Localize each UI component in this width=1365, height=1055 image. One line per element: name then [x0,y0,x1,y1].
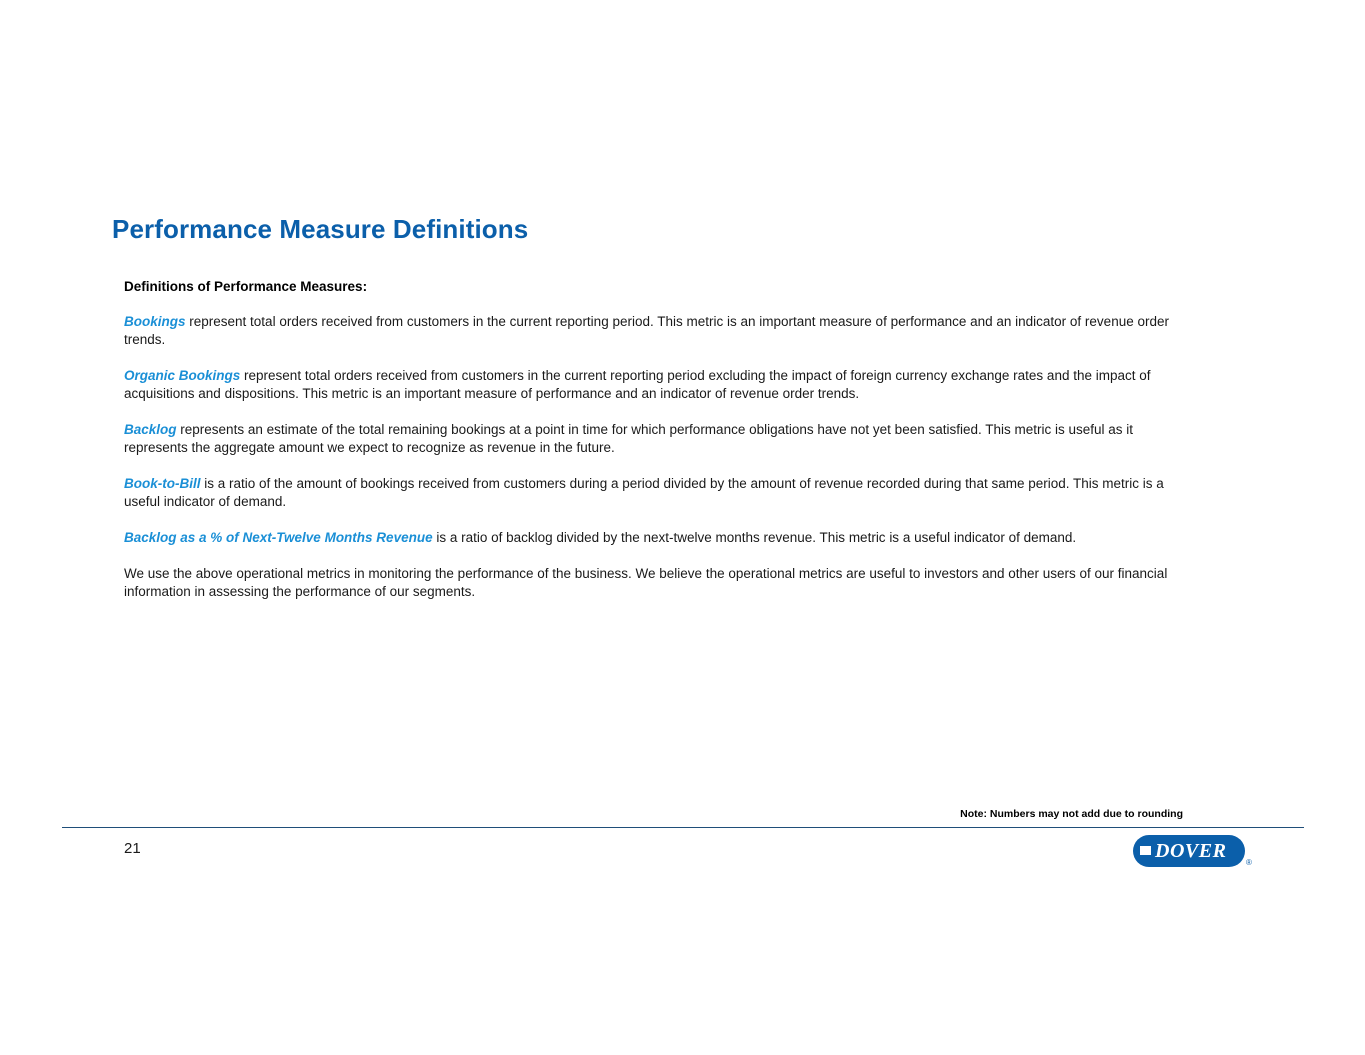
definition-paragraph [124,367,1184,403]
definition-paragraph [124,529,1184,547]
definition-text: represents an estimate of the total remaining bookings at a point in time for which performance obligations have not yet been satisfied. This metric is useful as it represents the aggregate amount we expect to recognize as revenue in the future. [124,422,1134,455]
section-heading: Definitions of Performance Measures: [124,279,368,294]
rounding-note: Note: Numbers may not add due to rounding [960,808,1183,820]
closing-paragraph: We use the above operational metrics in monitoring the performance of the business. We believe the operational metrics are useful to investors and other users of our financial information in assessing the performance of our segments. [124,566,1168,599]
definition-paragraph [124,313,1184,349]
footer-divider [62,827,1304,828]
page-title: Performance Measure Definitions [112,214,529,244]
definition-term: Backlog [124,422,177,437]
definition-paragraph [124,421,1184,457]
definition-term: Organic Bookings [124,368,241,383]
definition-text: represent total orders received from customers in the current reporting period. This metric is an important measure of performance and an indicator of revenue order trends. [124,314,1169,347]
registered-trademark-icon: ® [1246,858,1252,867]
logo-square-icon [1140,846,1151,855]
definition-term: Backlog as a % of Next-Twelve Months Revenue [124,530,433,545]
definition-text: is a ratio of backlog divided by the next-twelve months revenue. This metric is a useful indicator of demand. [432,530,1077,545]
definition-term: Bookings [124,314,186,329]
definitions-body [124,279,1184,601]
logo-wordmark: DOVER [1155,840,1227,862]
definition-text: represent total orders received from customers in the current reporting period excluding the impact of foreign currency exchange rates and the impact of acquisitions and dispositions. This metric is an important measure of performance and an indicator of revenue order trends. [124,368,1151,401]
definition-term: Book-to-Bill [124,476,201,491]
dover-logo [1133,835,1252,867]
definition-text: is a ratio of the amount of bookings received from customers during a period divided by the amount of revenue recorded during that same period. This metric is a useful indicator of demand. [124,476,1164,509]
page-number: 21 [124,840,141,857]
definition-paragraph [124,475,1184,511]
